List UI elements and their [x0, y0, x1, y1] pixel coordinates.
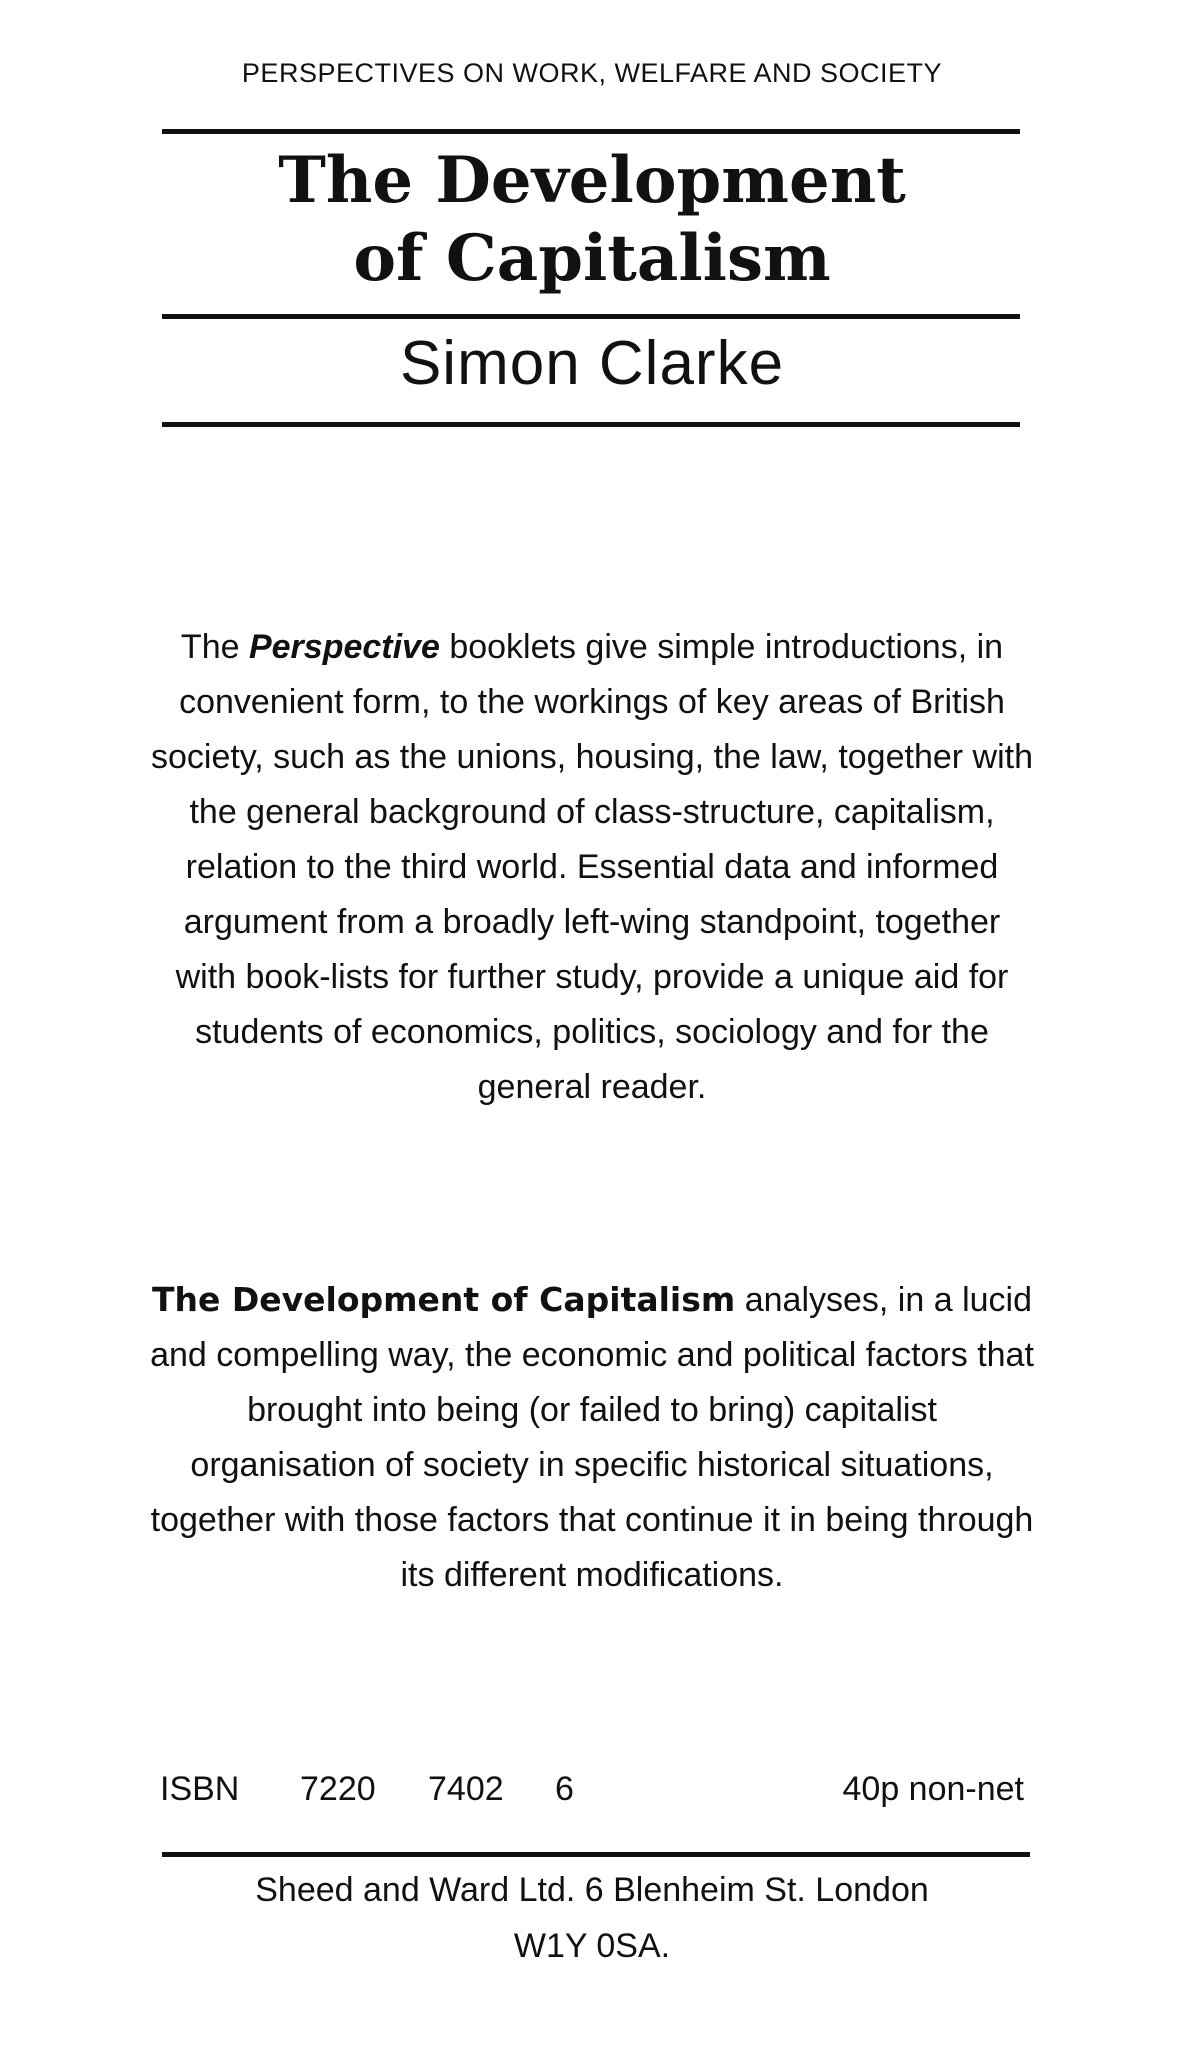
series-title: PERSPECTIVES ON WORK, WELFARE AND SOCIETY — [241, 58, 943, 88]
series-name-italic: Perspective — [248, 628, 440, 666]
series-description — [150, 620, 1034, 1115]
author-name: Simon Clarke — [399, 329, 785, 398]
author-rule — [162, 422, 1020, 427]
title-rule — [162, 314, 1020, 319]
series-description-text: booklets give simple introductions, in convenient form, to the workings of key areas of British society, such as the unions, housing, the law, together with the general background of class-structure, capitalism, relation to the third world. Essential data and informed argument from a broadly left-wing standpoint, together with book-lists for further study, provide a unique aid for students of economics, politics, sociology and for the general reader. — [150, 628, 1033, 1106]
publisher-line-1: Sheed and Ward Ltd. 6 Blenheim St. London — [255, 1871, 929, 1909]
book-description-text: analyses, in a lucid and compelling way, the economic and political factors that brought into being (or failed to bring) capitalist organisation of society in specific historical situations, together with those factors that continue it in being through its different modifications. — [150, 1281, 1034, 1594]
price: 40p non-net — [842, 1770, 1024, 1808]
isbn-price-row — [160, 1770, 1024, 1820]
book-description-title: The Development of Capitalism — [151, 1280, 736, 1319]
book-description — [150, 1272, 1034, 1603]
isbn-part-3: 6 — [555, 1770, 574, 1808]
book-title-line-1: The Development — [278, 143, 906, 218]
book-title — [0, 142, 1184, 298]
isbn-part-2: 7402 — [428, 1770, 504, 1808]
isbn-label: ISBN — [160, 1770, 240, 1808]
isbn-part-1: 7220 — [300, 1770, 376, 1808]
footer-rule — [162, 1852, 1030, 1857]
book-title-line-2: of Capitalism — [353, 221, 831, 296]
top-rule — [162, 129, 1020, 134]
series-description-lead: The — [180, 628, 249, 666]
publisher-line-2: W1Y 0SA. — [513, 1927, 671, 1965]
publisher-address — [0, 1862, 1184, 1974]
